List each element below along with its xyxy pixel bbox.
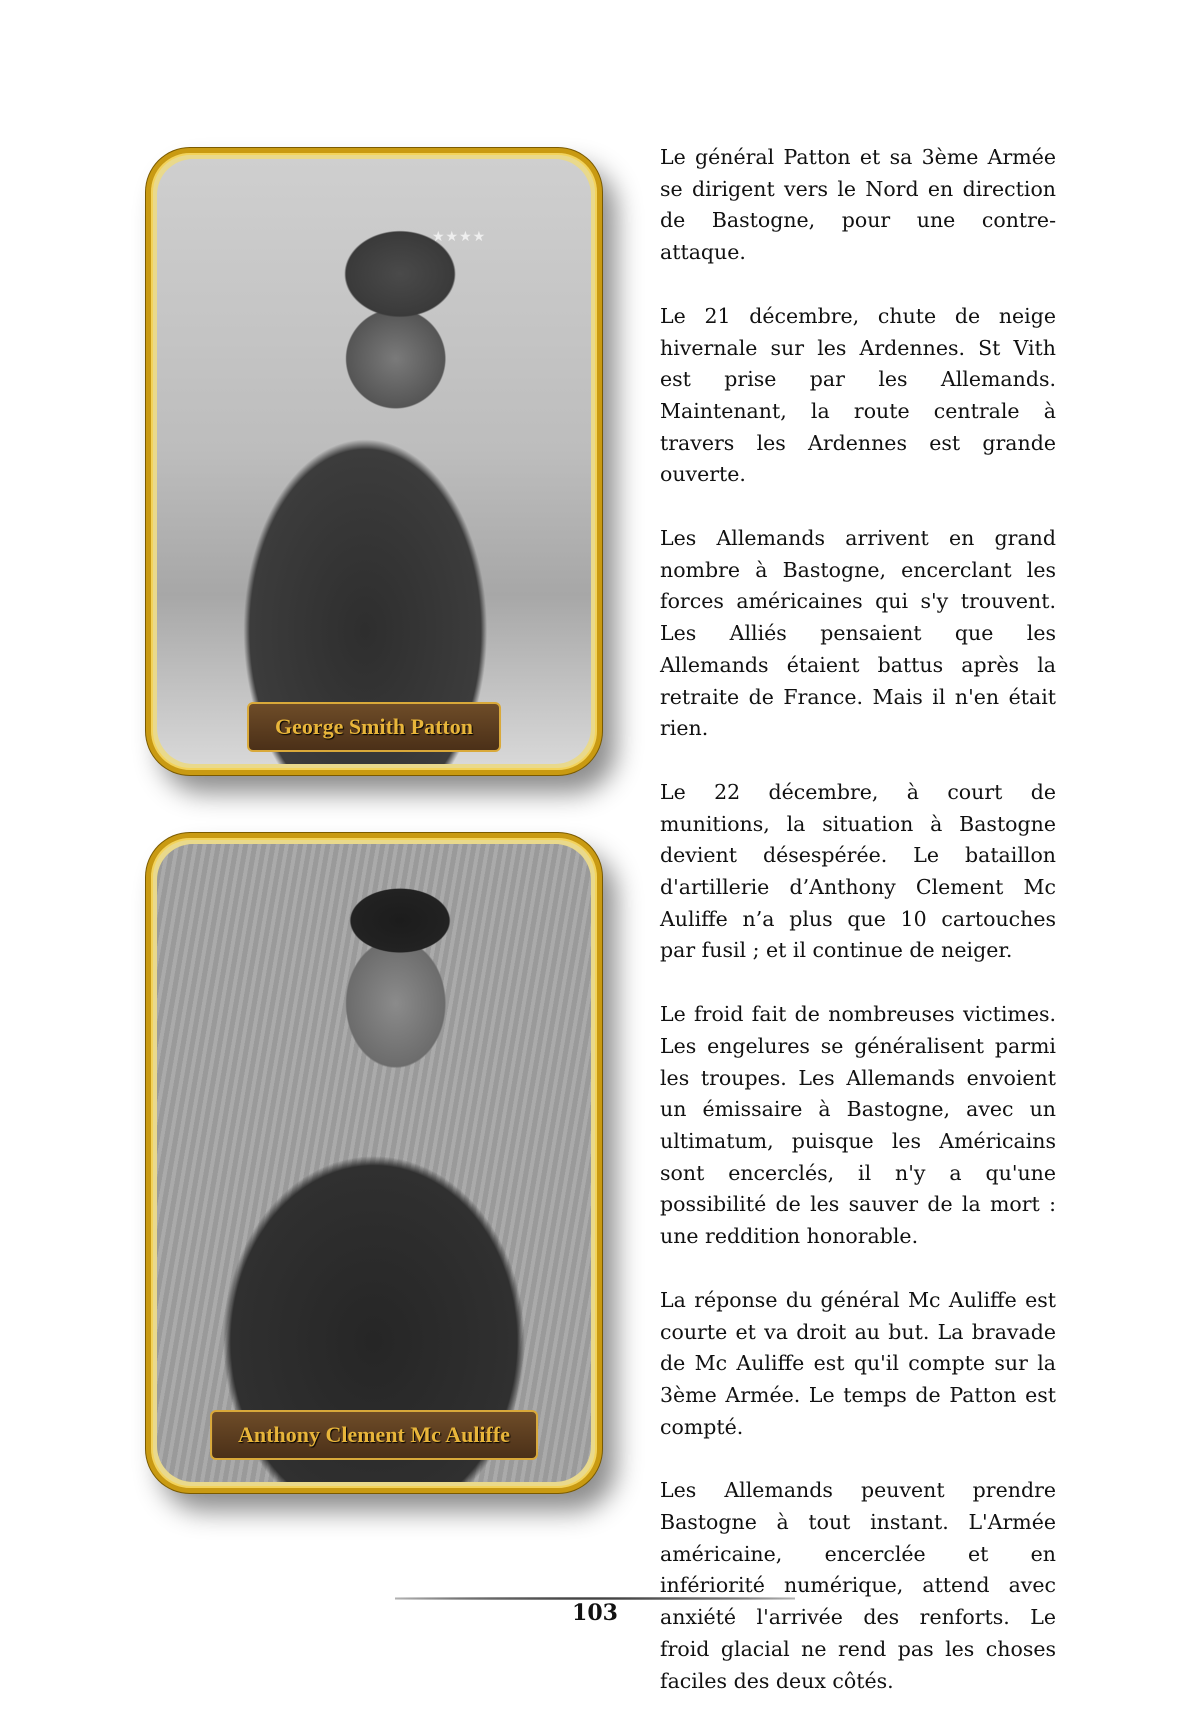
paragraph: Le 22 décembre, à court de munitions, la situation à Bastogne devient désespérée. Le bataillon d'artillerie d’Anthony Clement Mc Auliffe n’a plus que 10 cartouches par fusil ; et il continue de neiger. xyxy=(660,779,1056,963)
paragraph: Les Allemands peuvent prendre Bastogne à tout instant. L'Armée américaine, encerclée et en infériorité numérique, attend avec anxiété l'arrivée des renforts. Le froid glacial ne rend pas les choses faciles des deux côtés. xyxy=(660,1478,1056,1693)
helmet-stars-icon: ★★★★ xyxy=(432,229,487,245)
paragraph: Le général Patton et sa 3ème Armée se dirigent vers le Nord en direction de Bastogne, pour une contre-attaque. xyxy=(660,145,1056,265)
paragraph: Les Allemands arrivent en grand nombre à Bastogne, encerclant les forces américaines qui s'y trouvent. Les Alliés pensaient que les Allemands étaient battus après la retraite de France. Mais il n'en était rien. xyxy=(660,526,1056,741)
patton-caption: George Smith Patton xyxy=(247,702,501,752)
paragraph: Le froid fait de nombreuses victimes. Les engelures se généralisent parmi les troupes. Les Allemands envoient un émissaire à Bastogne, avec un ultimatum, puisque les Américains sont encerclés, il n'y a qu'une possibilité de les sauver de la mort : une reddition honorable. xyxy=(660,1002,1056,1249)
paragraph: Le 21 décembre, chute de neige hivernale sur les Ardennes. St Vith est prise par les Allemands. Maintenant, la route centrale à travers les Ardennes est grande ouverte. xyxy=(660,303,1056,487)
mcauliffe-photo xyxy=(157,844,591,1482)
mcauliffe-caption: Anthony Clement Mc Auliffe xyxy=(210,1410,538,1460)
body-text xyxy=(660,142,1056,1729)
page-number: 103 xyxy=(572,1600,618,1626)
paragraph: La réponse du général Mc Auliffe est courte et va droit au but. La bravade de Mc Auliffe est qu'il compte sur la 3ème Armée. Le temps de Patton est compté. xyxy=(660,1287,1056,1439)
mcauliffe-photo-frame xyxy=(146,833,602,1493)
patton-photo-frame xyxy=(146,148,602,775)
patton-photo xyxy=(157,159,591,764)
